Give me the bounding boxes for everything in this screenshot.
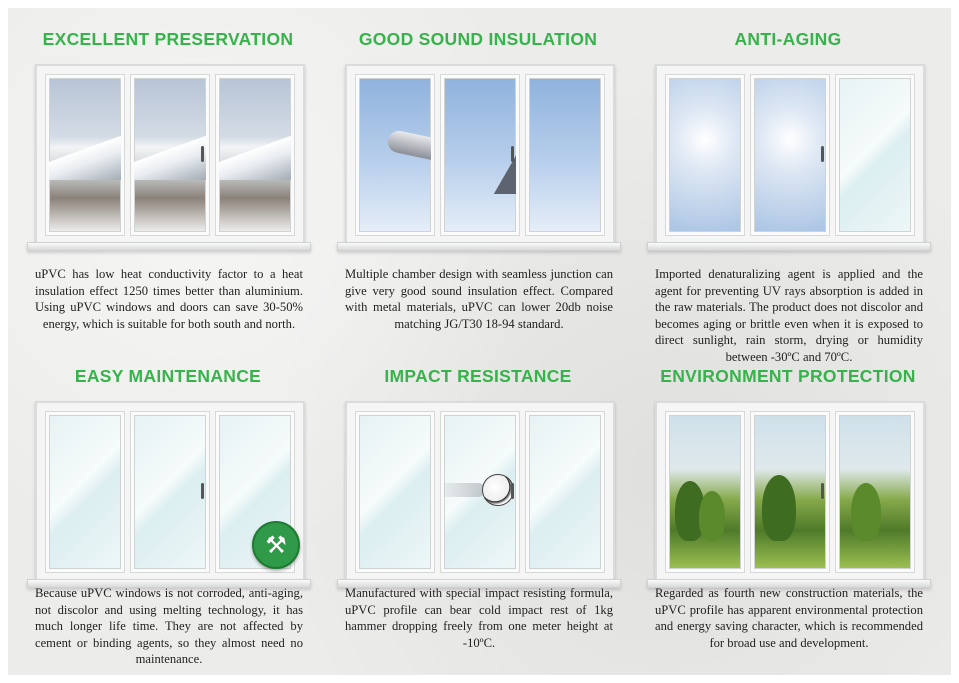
window-handle bbox=[201, 483, 204, 499]
window-handle bbox=[511, 483, 514, 499]
window-image bbox=[35, 64, 305, 246]
window-handle bbox=[821, 483, 824, 499]
window-handle bbox=[821, 146, 824, 162]
tools-icon: ⚒ bbox=[252, 521, 300, 569]
window-pane bbox=[356, 75, 434, 235]
soccer-ball-icon bbox=[482, 474, 514, 506]
airplane-icon bbox=[386, 128, 434, 172]
window-handle bbox=[201, 146, 204, 162]
feature-title: ANTI-AGING bbox=[734, 29, 842, 49]
window-pane bbox=[836, 75, 914, 235]
window-pane bbox=[216, 75, 294, 235]
window-pane bbox=[46, 412, 124, 572]
window-pane bbox=[836, 412, 914, 572]
window-pane bbox=[666, 75, 744, 235]
window-image bbox=[655, 401, 925, 583]
window-pane bbox=[526, 75, 604, 235]
feature-title: EASY MAINTENANCE bbox=[74, 366, 262, 386]
window-pane bbox=[131, 75, 209, 235]
feature-title: EXCELLENT PRESERVATION bbox=[42, 29, 294, 49]
window-pane bbox=[666, 412, 744, 572]
window-sill bbox=[27, 242, 311, 251]
infographic bbox=[8, 8, 951, 675]
window-pane bbox=[751, 412, 829, 572]
feature-description: Imported denaturalizing agent is applied and the agent for preventing UV rays absorption is added in the raw materials. The product does not discolor and becomes aging or brittle even when it is exposed to direct sunlight, rain storm, drying or humidity between -30ºC and 70ºC. bbox=[655, 267, 923, 364]
feature-description: Manufactured with special impact resisting formula, uPVC profile can bear cold impact rest of 1kg hammer dropping freely from one meter height at -10ºC. bbox=[345, 586, 613, 650]
window-sill bbox=[647, 242, 931, 251]
window-pane bbox=[441, 412, 519, 572]
feature-description: uPVC has low heat conductivity factor to a heat insulation effect 1250 times better than aluminium. Using uPVC windows and doors can save 30-50% energy, which is suitable for both south and north. bbox=[35, 267, 303, 331]
window-image bbox=[655, 64, 925, 246]
window-pane bbox=[131, 412, 209, 572]
feature-description: Because uPVC windows is not corroded, anti-aging, not discolor and using melting technology, it has much longer life time. They are not affected by cement or binding agents, so they almost need no maintenance. bbox=[35, 586, 303, 666]
window-image bbox=[345, 64, 615, 246]
feature-title: IMPACT RESISTANCE bbox=[384, 366, 572, 386]
window-handle bbox=[511, 146, 514, 162]
window-pane bbox=[356, 412, 434, 572]
window-pane bbox=[526, 412, 604, 572]
window-image bbox=[345, 401, 615, 583]
feature-description: Multiple chamber design with seamless junction can give very good sound insulation effect. Compared with metal materials, uPVC can lower 20db noise matching JG/T30 18-94 standard. bbox=[345, 267, 613, 331]
feature-description: Regarded as fourth new construction materials, the uPVC profile has apparent environmental protection and energy saving character, which is recommended for broad use and development. bbox=[655, 586, 923, 650]
window-pane bbox=[46, 75, 124, 235]
window-sill bbox=[337, 242, 621, 251]
window-pane bbox=[441, 75, 519, 235]
window-pane bbox=[751, 75, 829, 235]
feature-title: ENVIRONMENT PROTECTION bbox=[660, 366, 916, 386]
feature-title: GOOD SOUND INSULATION bbox=[358, 29, 598, 49]
